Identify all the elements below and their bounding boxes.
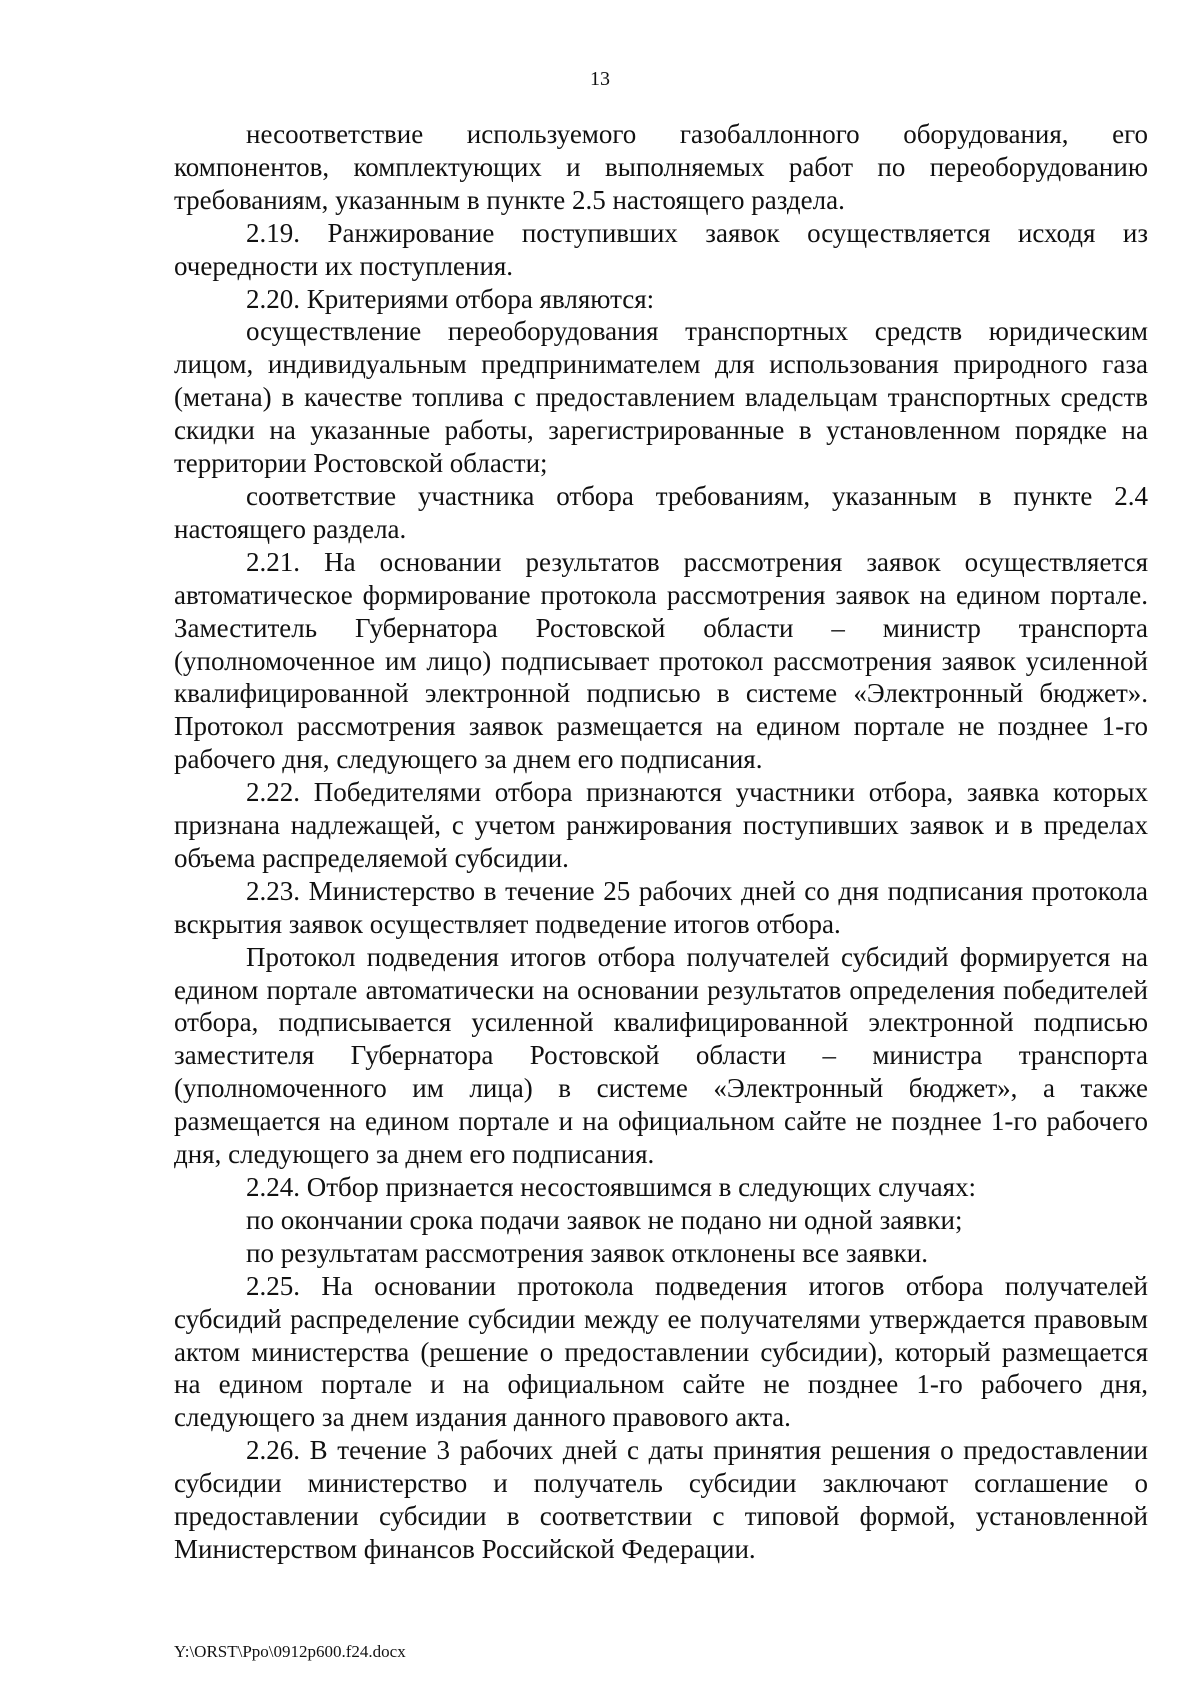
- footer-file-path: Y:\ORST\Ppo\0912p600.f24.docx: [174, 1642, 406, 1661]
- page-number: 13: [590, 68, 610, 90]
- paragraph-2-24: 2.24. Отбор признается несостоявшимся в следующих случаях:: [246, 1172, 977, 1202]
- paragraph-2-22: 2.22. Победителями отбора признаются участники отбора, заявка которых признана надлежащей, с учетом ранжирования поступивших заявок и в пределах объема распределяемой субсидии.: [174, 777, 1148, 873]
- paragraph-2-23: 2.23. Министерство в течение 25 рабочих дней со дня подписания протокола вскрытия заявок осуществляет подведение итогов отбора.: [174, 875, 1148, 939]
- paragraph-2-20: 2.20. Критериями отбора являются:: [246, 283, 655, 314]
- paragraph-2-26: 2.26. В течение 3 рабочих дней с даты принятия решения о предоставлении субсидии министерство и получатель субсидии заключают соглашение о предоставлении субсидии в соответствии с типовой формой, установленной Министерством финансов Российской Федерации.: [174, 1435, 1148, 1564]
- paragraph-criterion-compliance: соответствие участника отбора требованиям, указанным в пункте 2.4 настоящего раздела.: [174, 480, 1148, 544]
- paragraph-no-applications: по окончании срока подачи заявок не подано ни одной заявки;: [246, 1204, 963, 1235]
- paragraph-noncompliance: несоответствие используемого газобаллонного оборудования, его компонентов, комплектующих и выполняемых работ по переоборудованию требованиям, указанным в пункте 2.5 настоящего раздела.: [174, 119, 1148, 215]
- document-body: [174, 118, 1148, 1566]
- paragraph-all-rejected: по результатам рассмотрения заявок отклонены все заявки.: [246, 1237, 928, 1268]
- paragraph-2-25: 2.25. На основании протокола подведения итогов отбора получателей субсидий распределение субсидии между ее получателями утверждается правовым актом министерства (решение о предоставлении субсидии), который размещается на едином портале и на официальном сайте не позднее 1-го рабочего дня, следующего за днем издания данного правового акта.: [174, 1270, 1148, 1433]
- paragraph-protocol-results: Протокол подведения итогов отбора получателей субсидий формируется на едином портале автоматически на основании результатов определения победителей отбора, подписывается усиленной квалифицированной электронной подписью заместителя Губернатора Ростовской области – министра транспорта (уполномоченного им лица) в системе «Электронный бюджет», а также размещается на едином портале и на официальном сайте не позднее 1-го рабочего дня, следующего за днем его подписания.: [174, 941, 1148, 1170]
- paragraph-2-21: 2.21. На основании результатов рассмотрения заявок осуществляется автоматическое формирование протокола рассмотрения заявок на едином портале. Заместитель Губернатора Ростовской области – министр транспорта (уполномоченное им лицо) подписывает протокол рассмотрения заявок усиленной квалифицированной электронной подписью в системе «Электронный бюджет». Протокол рассмотрения заявок размещается на едином портале не позднее 1-го рабочего дня, следующего за днем его подписания.: [174, 546, 1148, 775]
- paragraph-2-19: 2.19. Ранжирование поступивших заявок осуществляется исходя из очередности их поступления.: [174, 217, 1148, 281]
- paragraph-criterion-conversion: осуществление переоборудования транспортных средств юридическим лицом, индивидуальным предпринимателем для использования природного газа (метана) в качестве топлива с предоставлением владельцам транспортных средств скидки на указанные работы, зарегистрированные в установленном порядке на территории Ростовской области;: [174, 316, 1148, 479]
